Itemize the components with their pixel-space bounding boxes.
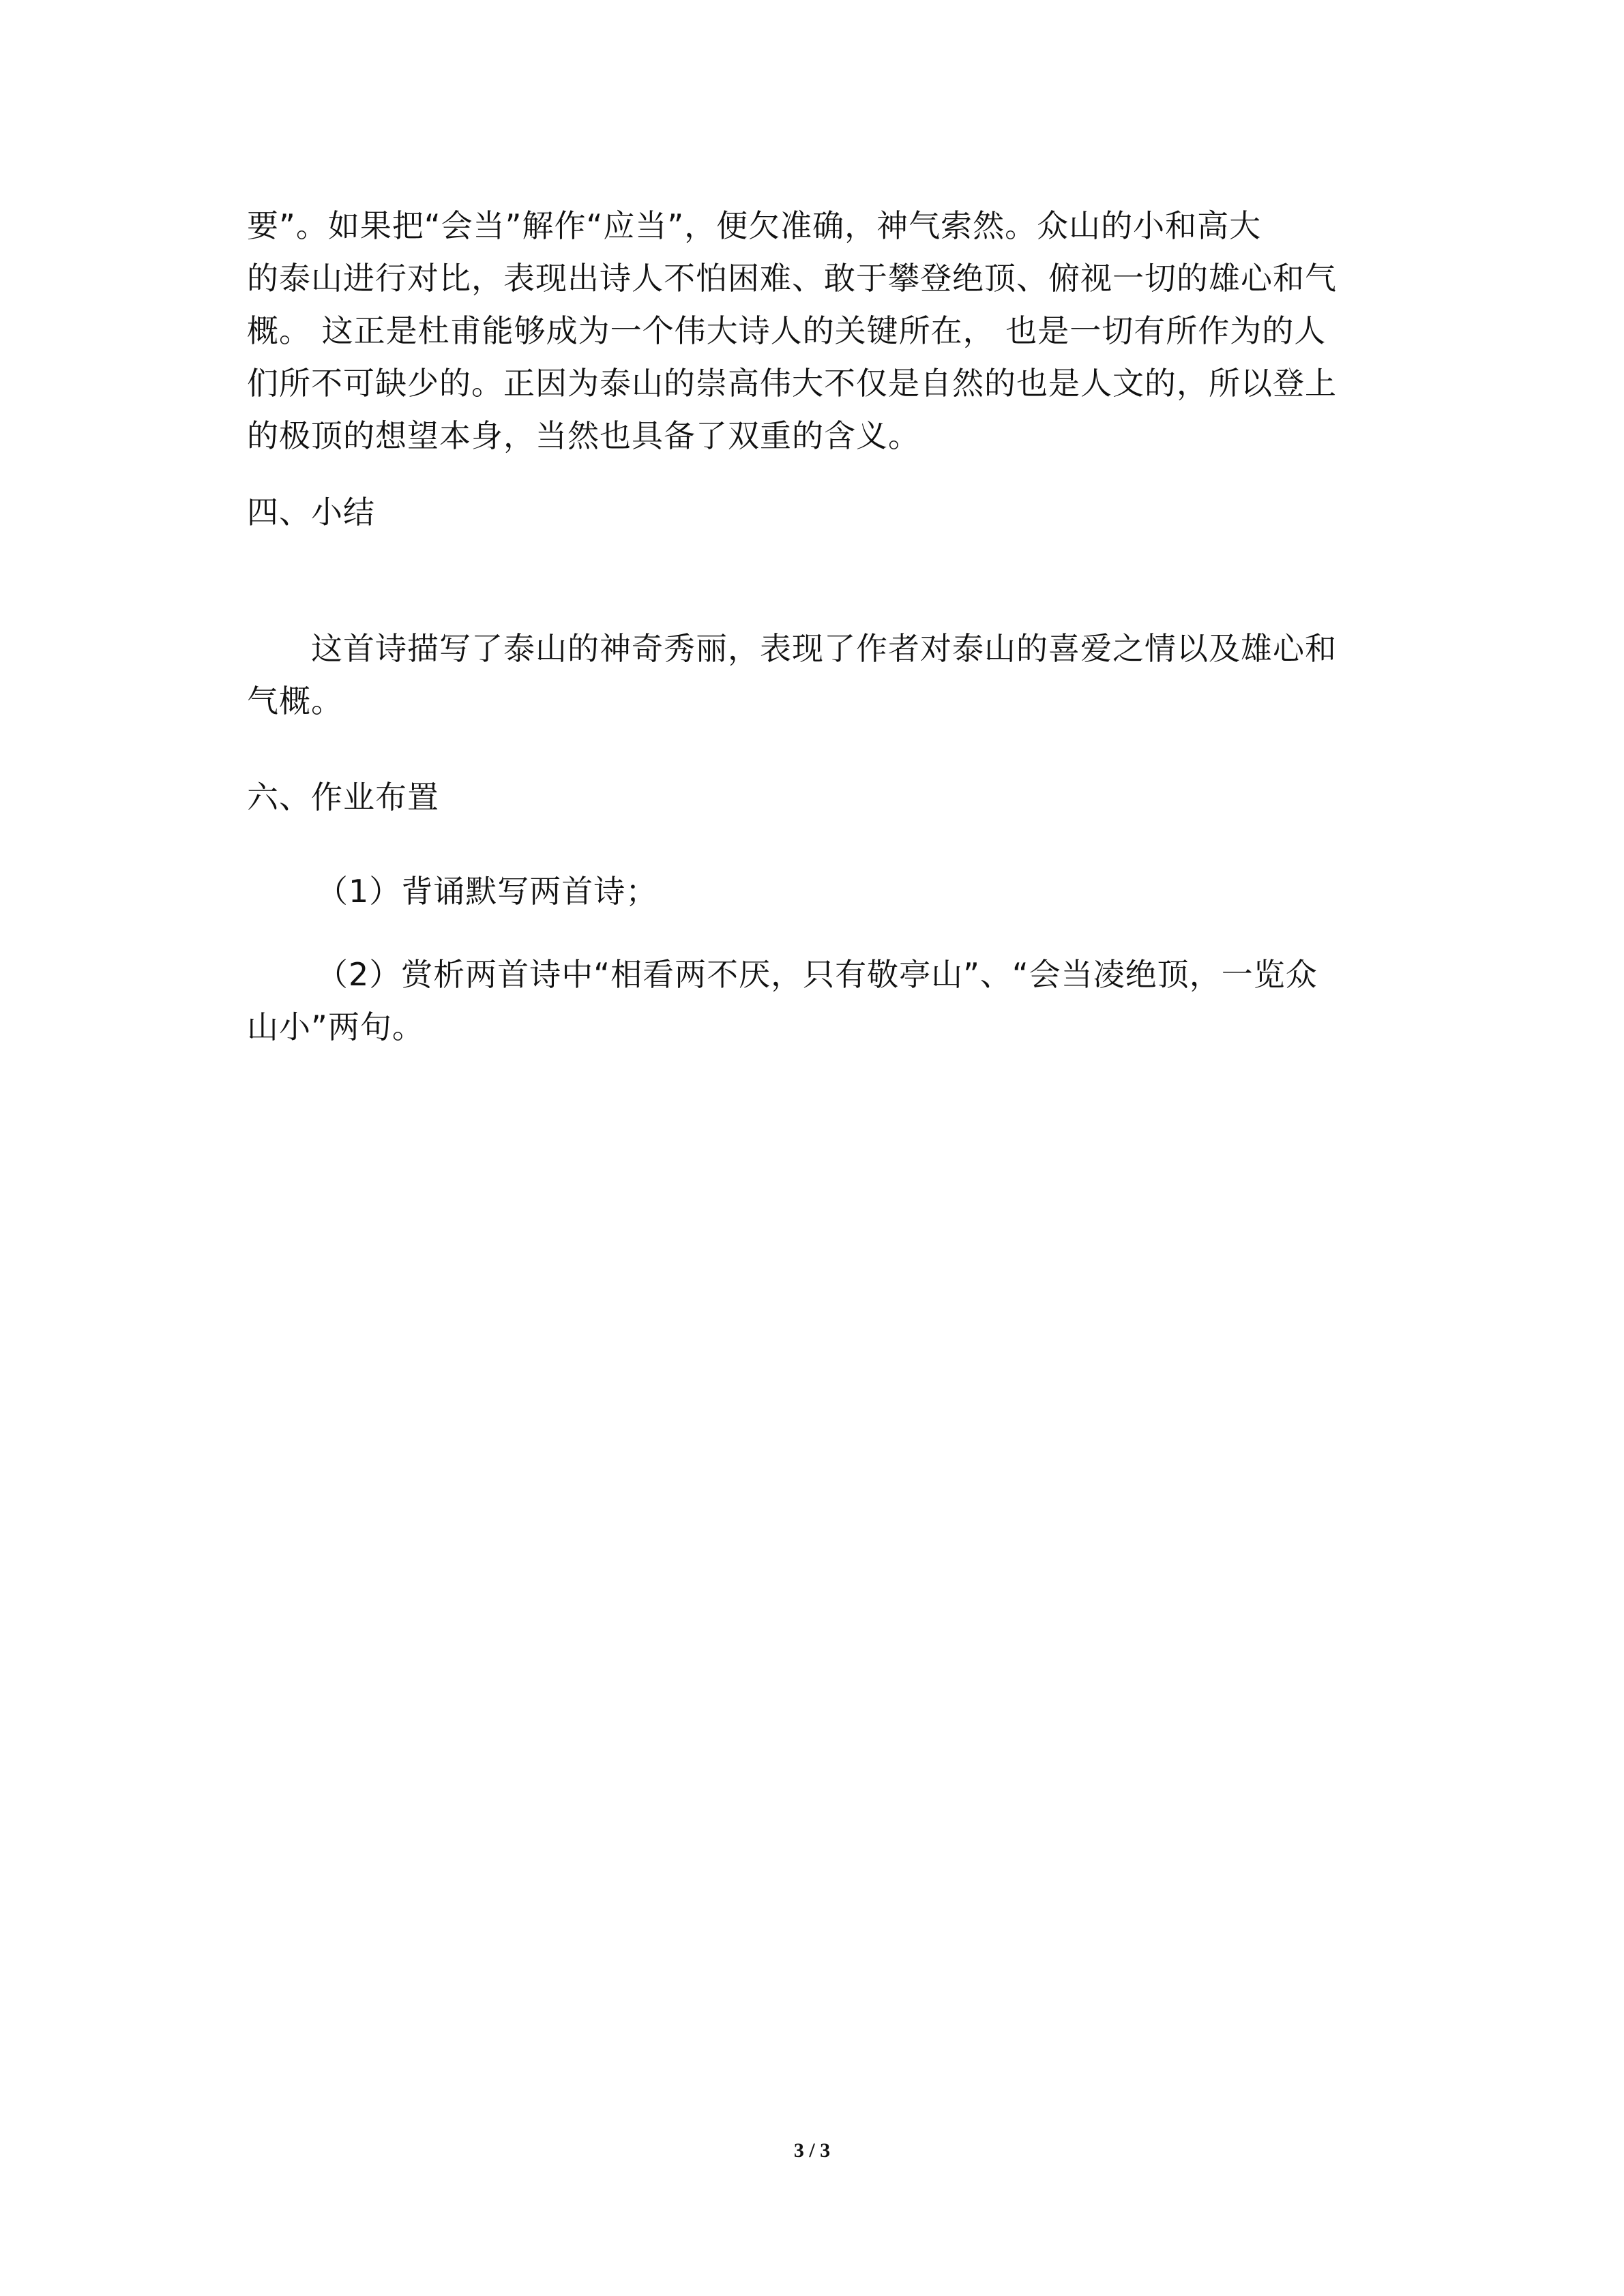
homework-item-2	[247, 953, 1318, 1048]
paragraph-line: 要”。如果把“会当”解作“应当”，便欠准确，神气索然。众山的小和高大	[247, 207, 1262, 244]
homework-item-1: （1）背诵默写两首诗；	[316, 873, 658, 910]
paragraph-line: 气概。	[247, 683, 343, 719]
page-number: 3 / 3	[793, 2139, 831, 2162]
paragraph-line: （2）赏析两首诗中“相看两不厌，只有敬亭山”、“会当凌绝顶，一览众	[316, 956, 1318, 993]
paragraph-line: 概。 这正是杜甫能够成为一个伟大诗人的关键所在， 也是一切有所作为的人	[247, 312, 1327, 349]
paragraph-line: 的泰山进行对比，表现出诗人不怕困难、敢于攀登绝顶、俯视一切的雄心和气	[247, 260, 1337, 297]
paragraph-line: 这首诗描写了泰山的神奇秀丽，表现了作者对泰山的喜爱之情以及雄心和	[311, 630, 1337, 667]
paragraph-line: 的极顶的想望本身，当然也具备了双重的含义。	[247, 417, 920, 454]
paragraph-line: 山小”两句。	[247, 1009, 424, 1045]
section-heading-homework: 六、作业布置	[247, 779, 439, 816]
section-heading-summary: 四、小结	[247, 494, 375, 531]
continuation-paragraph	[247, 205, 1337, 467]
summary-paragraph	[247, 627, 1337, 722]
paragraph-line: 们所不可缺少的。正因为泰山的崇高伟大不仅是自然的也是人文的，所以登上	[247, 365, 1337, 402]
